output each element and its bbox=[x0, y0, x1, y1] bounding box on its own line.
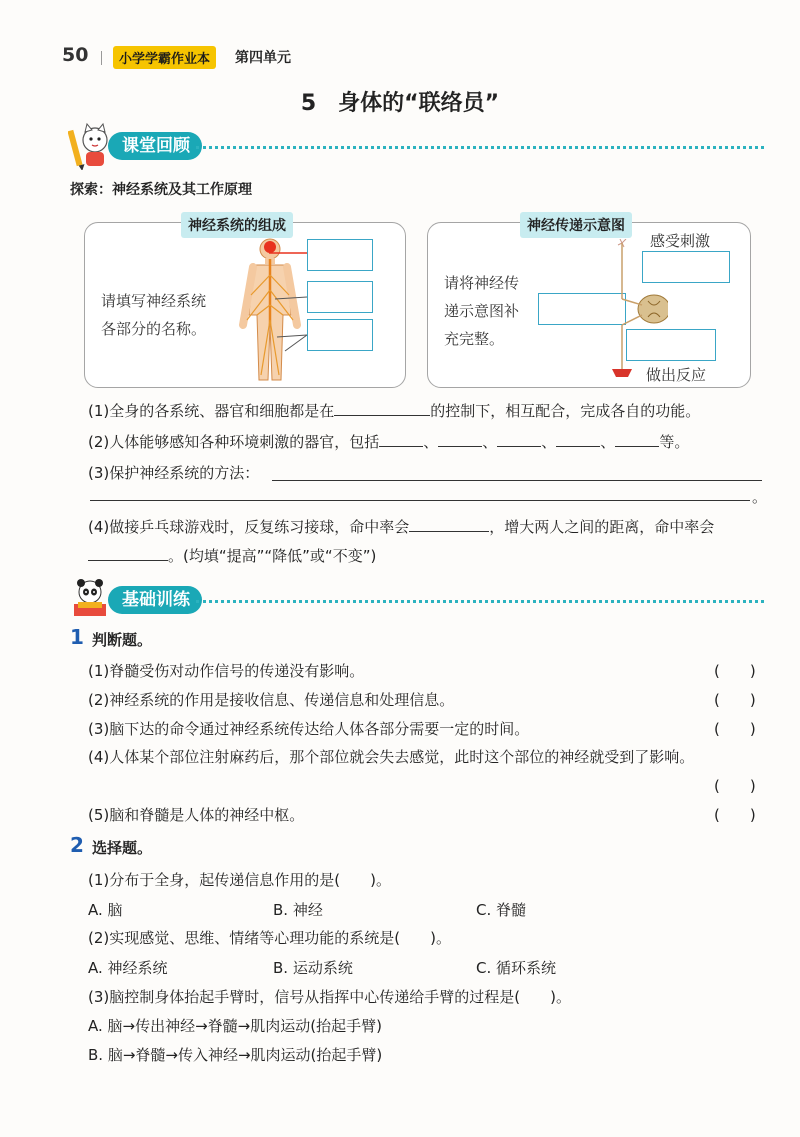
review-question-2 bbox=[88, 431, 768, 452]
question-text: ，增大两人之间的距离，命中率会 bbox=[489, 518, 715, 536]
nervous-system-panel bbox=[84, 218, 406, 388]
separator: 、 bbox=[482, 433, 498, 451]
panel-tab-transmission: 神经传递示意图 bbox=[520, 212, 632, 238]
judge-item-5: (5)脑和脊髓是人体的神经中枢。 bbox=[88, 806, 305, 824]
panda-reading-mascot-icon bbox=[68, 576, 112, 620]
fill-blank-line[interactable] bbox=[272, 480, 762, 481]
explore-heading: 探索：神经系统及其工作原理 bbox=[70, 182, 252, 198]
fill-blank[interactable] bbox=[615, 446, 659, 447]
fill-blank[interactable] bbox=[409, 531, 489, 532]
judge-item-3: (3)脑下达的命令通过神经系统传达给人体各部分需要一定的时间。 bbox=[88, 720, 530, 738]
label-response: 做出反应 bbox=[646, 366, 707, 384]
review-question-3-end: 。 bbox=[752, 488, 768, 506]
blank-box-nerves[interactable] bbox=[307, 319, 373, 351]
fill-blank[interactable] bbox=[497, 446, 541, 447]
fill-blank[interactable] bbox=[88, 560, 168, 561]
blank-box-brain[interactable] bbox=[307, 239, 373, 271]
section-divider-dots bbox=[196, 146, 764, 149]
question-text: (2)人体能够感知各种环境刺激的器官，包括 bbox=[88, 433, 380, 451]
review-question-4-line2 bbox=[88, 545, 778, 566]
panel-tab-composition: 神经系统的组成 bbox=[181, 212, 293, 238]
choice-option[interactable]: B. 运动系统 bbox=[273, 959, 353, 977]
unit-label: 第四单元 bbox=[235, 50, 291, 66]
answer-paren[interactable]: ( ) bbox=[714, 777, 756, 795]
separator: 、 bbox=[600, 433, 616, 451]
choice-option[interactable]: B. 神经 bbox=[273, 901, 323, 919]
fill-blank[interactable] bbox=[556, 446, 600, 447]
book-name-badge: 小学学霸作业本 bbox=[113, 46, 216, 69]
instruction-line-3: 充完整。 bbox=[444, 330, 505, 348]
question-number-1: 1 bbox=[70, 625, 84, 649]
choice-option[interactable]: A. 脑 bbox=[88, 901, 123, 919]
separator: 、 bbox=[423, 433, 439, 451]
choice-option[interactable]: A. 神经系统 bbox=[88, 959, 168, 977]
cat-pencil-mascot-icon bbox=[68, 122, 112, 170]
question-text: 等。 bbox=[659, 433, 690, 451]
answer-paren[interactable]: ( ) bbox=[714, 720, 756, 738]
question-title-judge: 判断题。 bbox=[92, 631, 153, 649]
section-divider-dots bbox=[196, 600, 764, 603]
question-title-choice: 选择题。 bbox=[92, 839, 153, 857]
answer-paren[interactable]: ( ) bbox=[714, 691, 756, 709]
choice-stem-3: (3)脑控制身体抬起手臂时，信号从指挥中心传递给手臂的过程是( )。 bbox=[88, 988, 571, 1006]
judge-item-2: (2)神经系统的作用是接收信息、传递信息和处理信息。 bbox=[88, 691, 455, 709]
instruction-line-1: 请填写神经系统 bbox=[101, 292, 207, 310]
blank-box-spinal-cord[interactable] bbox=[307, 281, 373, 313]
choice-stem-1: (1)分布于全身，起传递信息作用的是( )。 bbox=[88, 871, 391, 889]
choice-option[interactable]: B. 脑→脊髓→传入神经→肌肉运动(抬起手臂) bbox=[88, 1046, 383, 1064]
separator: 、 bbox=[541, 433, 557, 451]
review-question-1 bbox=[88, 400, 768, 421]
question-text: 。(均填“提高”“降低”或“不变”) bbox=[168, 547, 377, 565]
fill-blank[interactable] bbox=[379, 446, 423, 447]
fill-blank[interactable] bbox=[334, 415, 430, 416]
fill-blank[interactable] bbox=[438, 446, 482, 447]
section-review-header bbox=[68, 122, 768, 162]
answer-paren[interactable]: ( ) bbox=[714, 806, 756, 824]
header-divider bbox=[101, 51, 102, 65]
choice-option[interactable]: C. 脊髓 bbox=[476, 901, 527, 919]
review-question-4 bbox=[88, 516, 778, 537]
section-review-badge: 课堂回顾 bbox=[108, 132, 202, 160]
question-text: (1)全身的各系统、器官和细胞都是在 bbox=[88, 402, 335, 420]
nerve-transmission-panel bbox=[427, 218, 751, 388]
question-text: 的控制下，相互配合，完成各自的功能。 bbox=[430, 402, 701, 420]
instruction-line-1: 请将神经传 bbox=[444, 274, 520, 292]
label-stimulus: 感受刺激 bbox=[650, 232, 711, 250]
instruction-line-2: 递示意图补 bbox=[444, 302, 520, 320]
judge-item-4: (4)人体某个部位注射麻药后，那个部位就会失去感觉，此时这个部位的神经就受到了影响。 bbox=[88, 748, 695, 766]
section-basic-header bbox=[68, 576, 768, 616]
judge-item-1: (1)脊髓受伤对动作信号的传递没有影响。 bbox=[88, 662, 365, 680]
fill-blank-line[interactable] bbox=[90, 500, 750, 501]
choice-stem-2: (2)实现感觉、思维、情绪等心理功能的系统是( )。 bbox=[88, 929, 451, 947]
choice-option[interactable]: C. 循环系统 bbox=[476, 959, 557, 977]
answer-paren[interactable]: ( ) bbox=[714, 662, 756, 680]
question-text: (4)做接乒乓球游戏时，反复练习接球，命中率会 bbox=[88, 518, 410, 536]
pointer-lines bbox=[265, 247, 309, 357]
question-number-2: 2 bbox=[70, 833, 84, 857]
page-number: 50 bbox=[62, 44, 89, 66]
lesson-title: 5 身体的“联络员” bbox=[300, 91, 500, 116]
review-question-3-text: (3)保护神经系统的方法： bbox=[88, 464, 260, 482]
instruction-line-2: 各部分的名称。 bbox=[101, 320, 207, 338]
section-basic-badge: 基础训练 bbox=[108, 586, 202, 614]
choice-option[interactable]: A. 脑→传出神经→脊髓→肌肉运动(抬起手臂) bbox=[88, 1017, 382, 1035]
